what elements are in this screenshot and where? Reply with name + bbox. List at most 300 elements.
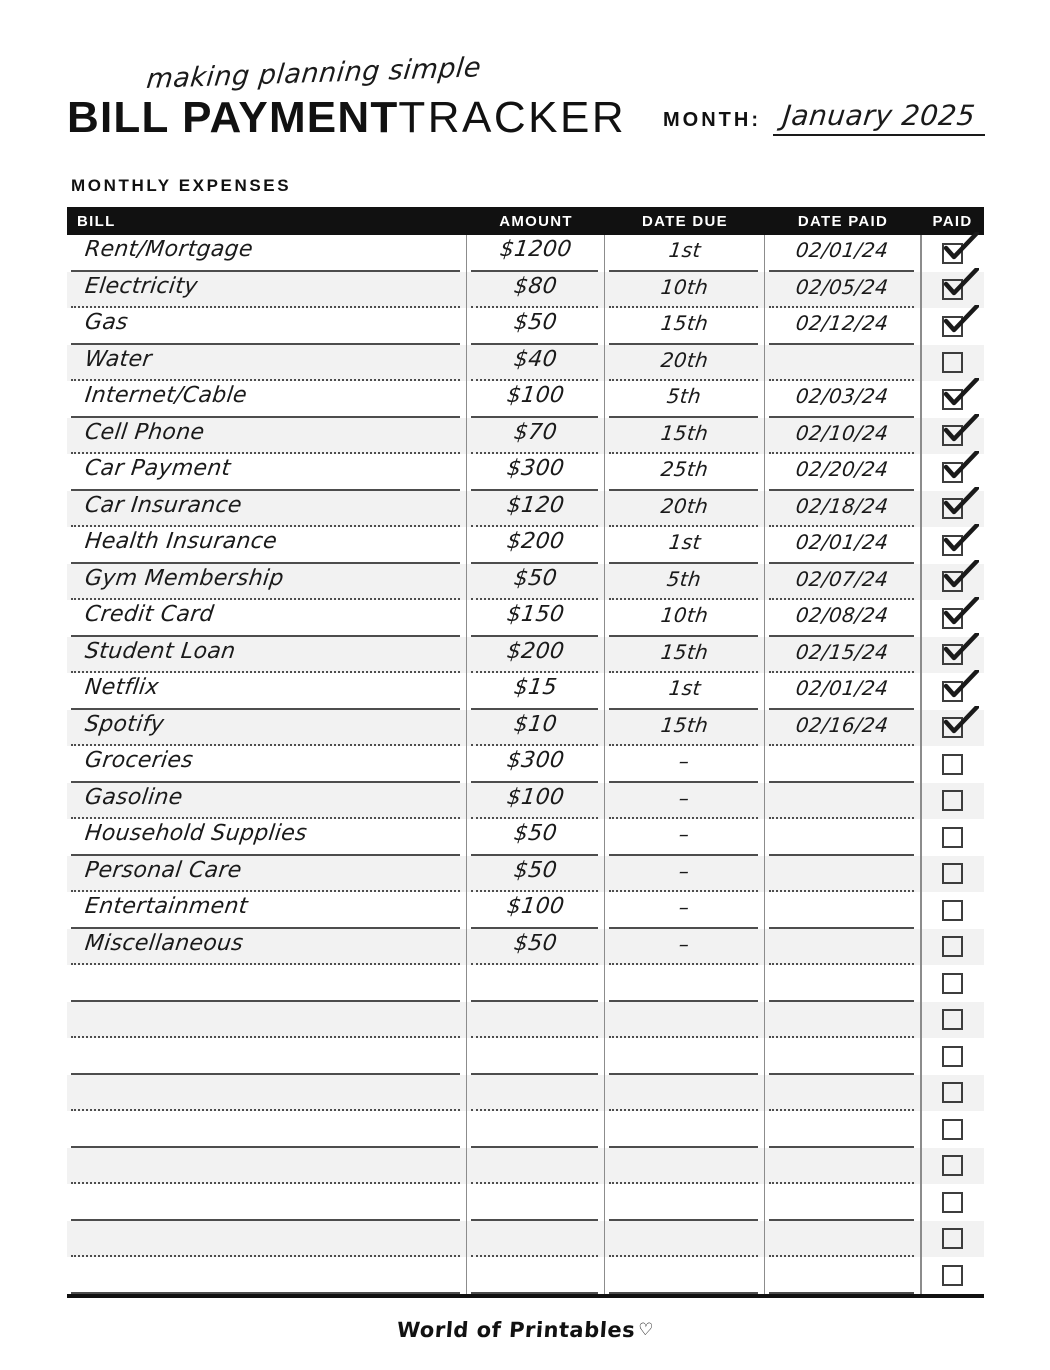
cell-bill[interactable]: [67, 1221, 467, 1258]
month-field-group: [663, 98, 985, 136]
cell-bill[interactable]: [67, 1075, 467, 1112]
checkbox-checked[interactable]: [942, 608, 963, 629]
cell-paid[interactable]: [921, 600, 984, 637]
cell-date-paid[interactable]: [765, 1111, 921, 1148]
cell-date-paid[interactable]: [765, 491, 921, 528]
table-row: [67, 783, 984, 820]
cell-bill[interactable]: [67, 491, 467, 528]
cell-amount[interactable]: [467, 673, 605, 710]
cell-bill[interactable]: [67, 1148, 467, 1185]
cell-paid[interactable]: [921, 1002, 984, 1039]
month-input[interactable]: [773, 98, 985, 136]
cell-date-due[interactable]: [605, 892, 765, 929]
cell-date-paid[interactable]: [765, 454, 921, 491]
cell-date-due[interactable]: [605, 929, 765, 966]
cell-date-due[interactable]: [605, 418, 765, 455]
heart-icon: ♡: [637, 1320, 655, 1340]
cell-paid[interactable]: [921, 454, 984, 491]
cell-bill-value: Gasoline: [83, 784, 185, 810]
checkbox-checked[interactable]: [942, 279, 963, 300]
cell-date-due[interactable]: [605, 491, 765, 528]
cell-date-due[interactable]: [605, 965, 765, 1002]
cell-date-due-value: –: [677, 931, 692, 956]
cell-date-paid[interactable]: [765, 235, 921, 272]
cell-amount-value: $50: [512, 857, 559, 883]
cell-bill[interactable]: [67, 308, 467, 345]
cell-date-due[interactable]: [605, 1111, 765, 1148]
cell-date-due[interactable]: [605, 673, 765, 710]
cell-bill[interactable]: [67, 929, 467, 966]
cell-bill-value: Groceries: [83, 748, 195, 773]
table-row: [67, 564, 984, 601]
cell-underline: [609, 1292, 758, 1294]
cell-bill[interactable]: [67, 819, 467, 856]
cell-date-due-value: –: [677, 895, 692, 919]
checkbox-unchecked[interactable]: [942, 1119, 963, 1140]
cell-paid[interactable]: [921, 1148, 984, 1185]
checkbox-unchecked[interactable]: [942, 973, 963, 994]
cell-amount[interactable]: [467, 308, 605, 345]
checkbox-checked[interactable]: [942, 717, 963, 738]
check-tick-icon: [943, 414, 979, 444]
cell-date-paid[interactable]: [765, 381, 921, 418]
checkbox-checked[interactable]: [942, 462, 963, 483]
cell-paid[interactable]: [921, 272, 984, 309]
cell-date-due[interactable]: [605, 1184, 765, 1221]
column-header-bill: BILL: [77, 212, 116, 230]
cell-date-due-value: 5th: [665, 384, 704, 408]
cell-date-paid-value: 02/03/24: [794, 384, 891, 408]
table-row: [67, 527, 984, 564]
checkbox-unchecked[interactable]: [942, 1155, 963, 1176]
cell-date-paid-value: 02/16/24: [794, 712, 891, 737]
cell-bill-value: Electricity: [83, 273, 200, 299]
cell-date-due-value: 1st: [667, 676, 702, 700]
cell-paid[interactable]: [921, 892, 984, 929]
cell-date-paid[interactable]: [765, 1257, 921, 1294]
checkbox-unchecked[interactable]: [942, 1228, 963, 1249]
cell-date-due[interactable]: [605, 600, 765, 637]
table-row: [67, 965, 984, 1002]
month-value: January 2025: [781, 99, 977, 132]
cell-date-due-value: 15th: [659, 311, 710, 335]
expenses-table: [67, 207, 984, 1298]
cell-date-paid[interactable]: [765, 929, 921, 966]
cell-bill-value: Water: [83, 346, 154, 372]
column-header-paid: PAID: [932, 212, 973, 230]
table-row: [67, 1002, 984, 1039]
cell-amount[interactable]: [467, 892, 605, 929]
cell-bill-value: Student Loan: [83, 638, 237, 664]
cell-amount[interactable]: [467, 527, 605, 564]
cell-amount-value: $100: [505, 894, 566, 919]
table-row: [67, 673, 984, 710]
cell-paid[interactable]: [921, 1075, 984, 1112]
cell-amount-value: $80: [512, 273, 559, 299]
cell-paid[interactable]: [921, 783, 984, 820]
cell-paid[interactable]: [921, 710, 984, 747]
cell-amount-value: $50: [512, 930, 559, 956]
cell-date-due[interactable]: [605, 235, 765, 272]
checkbox-unchecked[interactable]: [942, 900, 963, 921]
checkbox-checked[interactable]: [942, 425, 963, 446]
table-row: [67, 345, 984, 382]
cell-date-due-value: 15th: [659, 420, 710, 445]
cell-amount[interactable]: [467, 783, 605, 820]
cell-amount[interactable]: [467, 345, 605, 382]
cell-bill[interactable]: [67, 746, 467, 783]
cell-date-paid[interactable]: [765, 710, 921, 747]
cell-date-due-value: 25th: [659, 457, 710, 481]
cell-date-paid[interactable]: [765, 673, 921, 710]
cell-date-paid[interactable]: [765, 527, 921, 564]
cell-paid[interactable]: [921, 1038, 984, 1075]
checkbox-unchecked[interactable]: [942, 1192, 963, 1213]
cell-amount[interactable]: [467, 965, 605, 1002]
cell-date-paid-value: 02/07/24: [794, 566, 891, 591]
cell-date-paid[interactable]: [765, 564, 921, 601]
cell-bill[interactable]: [67, 1002, 467, 1039]
table-row: [67, 819, 984, 856]
cell-date-due[interactable]: [605, 1221, 765, 1258]
cell-date-paid-value: 02/05/24: [794, 274, 891, 299]
checkbox-checked[interactable]: [942, 644, 963, 665]
checkbox-unchecked[interactable]: [942, 1046, 963, 1067]
cell-amount[interactable]: [467, 1221, 605, 1258]
cell-paid[interactable]: [921, 673, 984, 710]
checkbox-unchecked[interactable]: [942, 790, 963, 811]
table-row: [67, 381, 984, 418]
check-tick-icon: [943, 232, 979, 262]
cell-amount[interactable]: [467, 929, 605, 966]
cell-paid[interactable]: [921, 527, 984, 564]
cell-date-due-value: 10th: [659, 274, 710, 299]
cell-bill[interactable]: [67, 892, 467, 929]
cell-amount[interactable]: [467, 1002, 605, 1039]
page-title-bold: BILL PAYMENT: [67, 93, 399, 142]
check-tick-icon: [943, 451, 979, 481]
cell-amount-value: $50: [512, 310, 559, 335]
cell-bill-value: Car Insurance: [83, 492, 244, 518]
paid-column-divider: [921, 235, 922, 1294]
check-tick-icon: [943, 305, 979, 335]
cell-amount[interactable]: [467, 1148, 605, 1185]
cell-bill[interactable]: [67, 1038, 467, 1075]
cell-date-due-value: 1st: [667, 530, 702, 554]
cell-date-due[interactable]: [605, 527, 765, 564]
cell-bill-value: Household Supplies: [83, 821, 309, 846]
cell-date-paid-value: 02/20/24: [794, 457, 891, 481]
table-row: [67, 1221, 984, 1258]
cell-bill[interactable]: [67, 1111, 467, 1148]
cell-amount[interactable]: [467, 856, 605, 893]
cell-date-paid-value: 02/01/24: [794, 530, 891, 554]
cell-date-due[interactable]: [605, 345, 765, 382]
cell-date-due-value: 1st: [667, 238, 702, 262]
cell-amount-value: $15: [512, 675, 559, 700]
check-tick-icon: [943, 560, 979, 590]
cell-paid[interactable]: [921, 564, 984, 601]
cell-date-due[interactable]: [605, 308, 765, 345]
cell-amount-value: $150: [505, 602, 566, 627]
table-row: [67, 1148, 984, 1185]
cell-bill[interactable]: [67, 965, 467, 1002]
cell-paid[interactable]: [921, 491, 984, 528]
checkbox-checked[interactable]: [942, 498, 963, 519]
cell-bill[interactable]: [67, 345, 467, 382]
cell-date-due[interactable]: [605, 1038, 765, 1075]
checkbox-checked[interactable]: [942, 535, 963, 556]
cell-bill-value: Car Payment: [83, 456, 233, 481]
cell-bill[interactable]: [67, 783, 467, 820]
cell-bill-value: Miscellaneous: [83, 930, 245, 956]
checkbox-unchecked[interactable]: [942, 863, 963, 884]
cell-date-due-value: 20th: [659, 493, 710, 518]
cell-paid[interactable]: [921, 1184, 984, 1221]
checkbox-checked[interactable]: [942, 243, 963, 264]
cell-date-paid[interactable]: [765, 965, 921, 1002]
cell-amount[interactable]: [467, 819, 605, 856]
cell-paid[interactable]: [921, 418, 984, 455]
check-tick-icon: [943, 706, 979, 736]
cell-date-paid[interactable]: [765, 308, 921, 345]
cell-bill-value: Gas: [83, 310, 130, 335]
cell-date-due-value: –: [677, 822, 692, 846]
cell-date-due[interactable]: [605, 856, 765, 893]
cell-date-paid[interactable]: [765, 1184, 921, 1221]
checkbox-unchecked[interactable]: [942, 936, 963, 957]
cell-paid[interactable]: [921, 1257, 984, 1294]
cell-bill-value: Internet/Cable: [83, 383, 249, 408]
section-title: MONTHLY EXPENSES: [71, 176, 292, 195]
cell-bill[interactable]: [67, 673, 467, 710]
cell-bill-value: Personal Care: [83, 857, 244, 883]
cell-amount-value: $40: [512, 346, 559, 372]
cell-paid[interactable]: [921, 965, 984, 1002]
cell-amount-value: $50: [512, 821, 559, 846]
cell-date-due[interactable]: [605, 1148, 765, 1185]
cell-date-paid[interactable]: [765, 345, 921, 382]
checkbox-unchecked[interactable]: [942, 1082, 963, 1103]
cell-date-paid[interactable]: [765, 600, 921, 637]
table-row: [67, 235, 984, 272]
cell-amount-value: $70: [512, 419, 559, 445]
cell-date-paid-value: 02/08/24: [794, 603, 891, 627]
cell-amount[interactable]: [467, 746, 605, 783]
cell-paid[interactable]: [921, 381, 984, 418]
check-tick-icon: [943, 597, 979, 627]
cell-amount[interactable]: [467, 600, 605, 637]
checkbox-checked[interactable]: [942, 571, 963, 592]
cell-bill[interactable]: [67, 600, 467, 637]
checkbox-checked[interactable]: [942, 316, 963, 337]
cell-bill[interactable]: [67, 418, 467, 455]
cell-date-due-value: 15th: [659, 712, 710, 737]
cell-amount[interactable]: [467, 272, 605, 309]
cell-bill-value: Spotify: [83, 711, 166, 737]
cell-paid[interactable]: [921, 856, 984, 893]
cell-bill[interactable]: [67, 381, 467, 418]
cell-date-paid[interactable]: [765, 1148, 921, 1185]
table-header-row: [67, 207, 984, 235]
cell-amount[interactable]: [467, 637, 605, 674]
cell-amount-value: $10: [512, 711, 559, 737]
brand-name: World of Printables: [395, 1318, 636, 1342]
cell-amount[interactable]: [467, 564, 605, 601]
cell-date-paid[interactable]: [765, 1038, 921, 1075]
column-header-date-paid: DATE PAID: [797, 212, 889, 230]
cell-paid[interactable]: [921, 345, 984, 382]
checkbox-checked[interactable]: [942, 681, 963, 702]
cell-date-paid[interactable]: [765, 1221, 921, 1258]
cell-amount[interactable]: [467, 1257, 605, 1294]
cell-date-due[interactable]: [605, 564, 765, 601]
cell-date-due[interactable]: [605, 819, 765, 856]
cell-date-paid-value: 02/18/24: [794, 493, 891, 518]
column-header-date-due: DATE DUE: [642, 212, 728, 230]
table-row: [67, 491, 984, 528]
cell-date-paid-value: 02/12/24: [794, 311, 891, 335]
cell-paid[interactable]: [921, 929, 984, 966]
cell-paid[interactable]: [921, 235, 984, 272]
check-tick-icon: [943, 268, 979, 298]
cell-date-due-value: 10th: [659, 603, 710, 627]
cell-date-due-value: –: [677, 785, 692, 810]
cell-bill-value: Rent/Mortgage: [83, 237, 255, 262]
cell-date-due[interactable]: [605, 1075, 765, 1112]
cell-paid[interactable]: [921, 746, 984, 783]
cell-date-paid[interactable]: [765, 746, 921, 783]
cell-amount[interactable]: [467, 1111, 605, 1148]
check-tick-icon: [943, 524, 979, 554]
page-title-light: TRACKER: [398, 93, 627, 142]
cell-bill[interactable]: [67, 856, 467, 893]
cell-amount-value: $200: [505, 638, 566, 664]
cell-amount[interactable]: [467, 418, 605, 455]
cell-date-paid-value: 02/10/24: [794, 420, 891, 445]
page-header: [67, 52, 985, 148]
table-row: [67, 637, 984, 674]
check-tick-icon: [943, 487, 979, 517]
cell-date-due[interactable]: [605, 637, 765, 674]
cell-bill[interactable]: [67, 527, 467, 564]
cell-bill[interactable]: [67, 564, 467, 601]
cell-date-due[interactable]: [605, 783, 765, 820]
cell-date-paid[interactable]: [765, 783, 921, 820]
cell-amount-value: $50: [512, 565, 559, 591]
table-row: [67, 746, 984, 783]
cell-amount[interactable]: [467, 1038, 605, 1075]
cell-amount-value: $300: [505, 456, 566, 481]
checkbox-unchecked[interactable]: [942, 1009, 963, 1030]
cell-date-due[interactable]: [605, 454, 765, 491]
cell-amount[interactable]: [467, 1184, 605, 1221]
footer: [0, 1318, 1050, 1342]
cell-bill[interactable]: [67, 637, 467, 674]
cell-date-paid-value: 02/01/24: [794, 238, 891, 262]
table-row: [67, 1038, 984, 1075]
table-row: [67, 418, 984, 455]
cell-paid[interactable]: [921, 308, 984, 345]
cell-date-paid[interactable]: [765, 1075, 921, 1112]
cell-amount[interactable]: [467, 381, 605, 418]
cell-date-paid[interactable]: [765, 819, 921, 856]
cell-amount[interactable]: [467, 710, 605, 747]
column-header-amount: AMOUNT: [499, 212, 573, 230]
cell-amount[interactable]: [467, 491, 605, 528]
table-row: [67, 1257, 984, 1294]
cell-bill[interactable]: [67, 1184, 467, 1221]
cell-date-paid[interactable]: [765, 272, 921, 309]
cell-date-paid[interactable]: [765, 1002, 921, 1039]
table-row: [67, 710, 984, 747]
check-tick-icon: [943, 378, 979, 408]
checkbox-unchecked[interactable]: [942, 827, 963, 848]
cell-date-paid[interactable]: [765, 637, 921, 674]
cell-date-due-value: 5th: [665, 566, 704, 591]
cell-amount-value: $200: [505, 529, 566, 554]
month-label: MONTH:: [663, 109, 761, 131]
table-row: [67, 1111, 984, 1148]
checkbox-unchecked[interactable]: [942, 352, 963, 373]
table-row: [67, 308, 984, 345]
tagline: making planning simple: [145, 52, 483, 95]
cell-paid[interactable]: [921, 819, 984, 856]
cell-bill[interactable]: [67, 1257, 467, 1294]
cell-amount[interactable]: [467, 1075, 605, 1112]
page-title: [67, 93, 627, 142]
cell-underline: [71, 1292, 460, 1294]
cell-paid[interactable]: [921, 637, 984, 674]
cell-date-due[interactable]: [605, 1257, 765, 1294]
cell-date-paid[interactable]: [765, 418, 921, 455]
cell-amount-value: $100: [505, 784, 566, 810]
cell-date-due[interactable]: [605, 746, 765, 783]
cell-bill-value: Gym Membership: [83, 565, 286, 591]
cell-bill-value: Health Insurance: [83, 529, 279, 554]
cell-date-due-value: 15th: [659, 639, 710, 664]
cell-date-paid-value: 02/01/24: [794, 676, 891, 700]
cell-bill[interactable]: [67, 710, 467, 747]
cell-date-due-value: –: [677, 749, 692, 773]
cell-bill[interactable]: [67, 235, 467, 272]
cell-amount-value: $1200: [498, 237, 573, 262]
cell-date-paid[interactable]: [765, 892, 921, 929]
cell-bill[interactable]: [67, 454, 467, 491]
checkbox-unchecked[interactable]: [942, 1265, 963, 1286]
cell-date-due[interactable]: [605, 710, 765, 747]
cell-date-paid-value: 02/15/24: [794, 639, 891, 664]
cell-amount-value: $300: [505, 748, 566, 773]
check-tick-icon: [943, 670, 979, 700]
cell-date-due[interactable]: [605, 381, 765, 418]
cell-date-due-value: 20th: [659, 347, 710, 372]
cell-underline: [769, 1292, 914, 1294]
cell-amount[interactable]: [467, 454, 605, 491]
cell-bill[interactable]: [67, 272, 467, 309]
cell-bill-value: Netflix: [83, 675, 161, 700]
cell-paid[interactable]: [921, 1221, 984, 1258]
cell-date-paid[interactable]: [765, 856, 921, 893]
cell-amount[interactable]: [467, 235, 605, 272]
table-row: [67, 1184, 984, 1221]
cell-date-due[interactable]: [605, 1002, 765, 1039]
cell-date-due[interactable]: [605, 272, 765, 309]
check-tick-icon: [943, 633, 979, 663]
checkbox-checked[interactable]: [942, 389, 963, 410]
checkbox-unchecked[interactable]: [942, 754, 963, 775]
cell-paid[interactable]: [921, 1111, 984, 1148]
